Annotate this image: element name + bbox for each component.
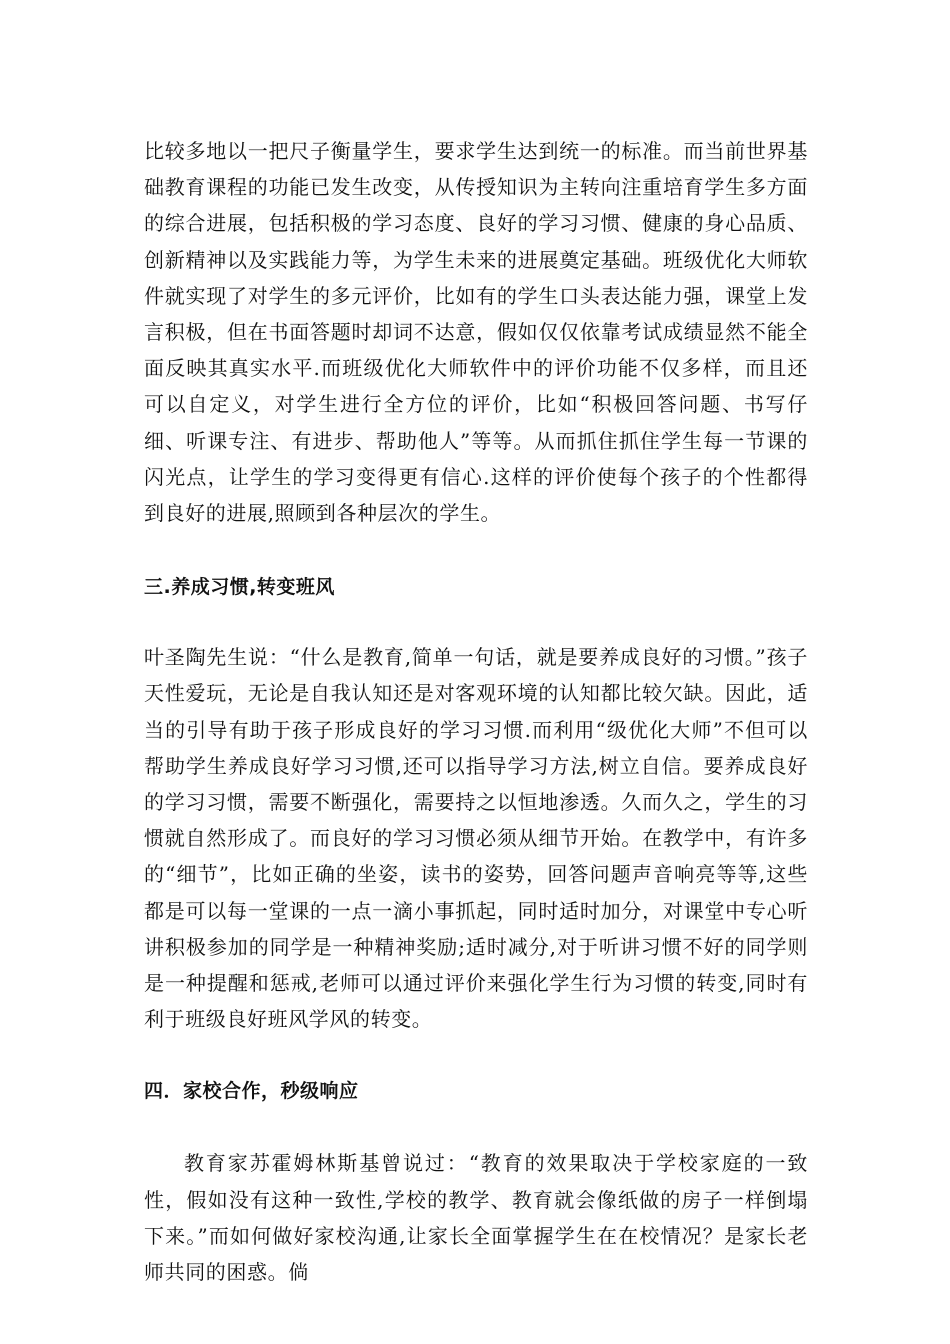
section-heading: 三.养成习惯,转变班风 — [144, 576, 335, 599]
body-paragraph: 比较多地以一把尺子衡量学生，要求学生达到统一的标准。而当前世界基础教育课程的功能已发生改变，从传授知识为主转向注重培育学生多方面的综合进展，包括积极的学习态度、良好的学习习惯、健康的身心品质、创新精神以及实践能力等，为学生未来的进展奠定基础。班级优化大师软件就实现了对学生的多元评价，比如有的学生口头表达能力强，课堂上发言积极，但在书面答题时却词不达意，假如仅仅依靠考试成绩显然不能全面反映其真实水平.而班级优化大师软件中的评价功能不仅多样，而且还可以自定义，对学生进行全方位的评价，比如“积极回答问题、书写仔细、听课专注、有进步、帮助他人”等等。从而抓住抓住学生每一节课的闪光点，让学生的学习变得更有信心.这样的评价使每个孩子的个性都得到良好的进展,照顾到各种层次的学生。 — [144, 139, 808, 526]
body-paragraph: 叶圣陶先生说：“什么是教育,简单一句话，就是要养成良好的习惯。”孩子天性爱玩，无论是自我认知还是对客观环境的认知都比较欠缺。因此，适当的引导有助于孩子形成良好的学习习惯.而利用“级优化大师”不但可以帮助学生养成良好学习习惯,还可以指导学习方法,树立自信。要养成良好的学习习惯，需要不断强化，需要持之以恒地渗透。久而久之，学生的习惯就自然形成了。而良好的学习习惯必须从细节开始。在教学中，有许多的“细节”，比如正确的坐姿，读书的姿势，回答问题声音响亮等等,这些都是可以每一堂课的一点一滴小事抓起，同时适时加分，对课堂中专心听讲积极参加的同学是一种精神奖励;适时减分,对于听讲习惯不好的同学则是一种提醒和惩戒,老师可以通过评价来强化学生行为习惯的转变,同时有利于班级良好班风学风的转变。 — [144, 645, 808, 1032]
body-paragraph: 教育家苏霍姆林斯基曾说过：“教育的效果取决于学校家庭的一致性，假如没有这种一致性,学校的教学、教育就会像纸做的房子一样倒塌下来。”而如何做好家校沟通,让家长全面掌握学生在在校情况？是家长老师共同的困惑。倘 — [144, 1151, 808, 1285]
document-page — [144, 133, 808, 1290]
section-heading: 四．家校合作，秒级响应 — [144, 1080, 359, 1103]
